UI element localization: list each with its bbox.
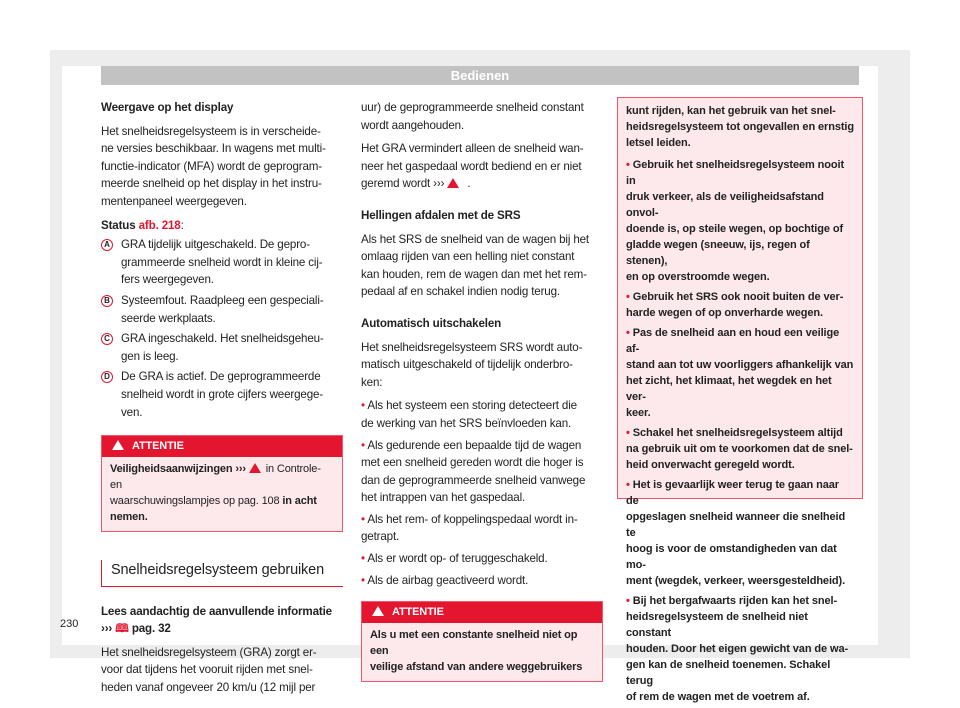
letter-badge: A (101, 239, 113, 251)
warning-icon (372, 606, 384, 616)
page-ref: pag. 32 (131, 622, 171, 636)
item-text: De GRA is actief. De geprogrammeerde snelheid wordt in grote cijfers weergege- ven. (121, 370, 323, 419)
letter-badge: B (101, 295, 113, 307)
column-1 (101, 99, 343, 703)
letter-badge: D (101, 371, 113, 383)
bullet-text: Als het systeem een storing detecteert die de werking van het SRS beïnvloeden kan. (361, 399, 577, 430)
status-item-a (101, 236, 343, 289)
item-text: GRA tijdelijk uitgeschakeld. De gepro- grammeerde snelheid wordt in kleine cij- fers weergegeven. (121, 238, 323, 287)
bullet-item: • Bij het bergafwaarts rijden kan het snel- heidsregelsysteem de snelheid niet constant houden. Door het eigen gewicht van de wa- gen kan de snelheid toenemen. Schakel terug of rem de wagen met de voetrem af. (626, 595, 849, 703)
bullet-text: Bij het bergafwaarts rijden kan het snel- heidsregelsysteem de snelheid niet constant houden. Door het eigen gewicht van de wa- gen kan de snelheid toenemen. Schakel terug of rem de wagen met de voetrem af. (626, 595, 849, 703)
warning-box (361, 601, 603, 682)
paragraph-text: Het GRA vermindert alleen de snelheid wan- neer het gaspedaal wordt bediend en er niet geremd wordt ››› (361, 142, 584, 191)
item-text: GRA ingeschakeld. Het snelheidsgeheu- gen is leeg. (121, 332, 324, 363)
column-2 (361, 99, 603, 682)
warning-box (101, 435, 343, 532)
paragraph: Als het SRS de snelheid van de wagen bij het omlaag rijden van een helling niet constant kan houden, rem de wagen dan met het rem- pedaal af en schakel indien nodig terug. (361, 232, 590, 299)
warning-text: kunt rijden, kan het gebruik van het snel- heidsregelsysteem tot ongevallen en ernstig letsel leiden. (626, 105, 854, 149)
status-label: Status (101, 218, 136, 232)
paragraph: Het snelheidsregelsysteem is in verscheide- ne versies beschikbaar. In wagens met multi- functie-indicator (MFA) wordt de geprogram- meerde snelheid op het display in het instru- mentenpaneel weergegeven. (101, 124, 326, 208)
warning-text: Als u met een constante snelheid niet op een veilige afstand van andere weggebruikers (370, 629, 583, 674)
heading-display: Weergave op het display (101, 101, 234, 114)
status-item-c (101, 330, 343, 365)
bullet-item: • Als er wordt op- of teruggeschakeld. (361, 552, 548, 566)
warning-title: ATTENTIE (392, 606, 444, 619)
bullet-text: Pas de snelheid aan en houd een veilige af- stand aan tot uw voorliggers afhankelijk van het zicht, het klimaat, het wegdek en het ver- keer. (626, 327, 854, 419)
paragraph: uur) de geprogrammeerde snelheid constant wordt aangehouden. (361, 101, 584, 132)
bullet-item: • Gebruik het snelheidsregelsysteem nooit in druk verkeer, als de veiligheidsafstand onvol- doende is, op steile wegen, op bochtige of gladde wegen (sneeuw, ijs, regen of stenen), en op overstroomde wegen. (626, 159, 845, 283)
paragraph: Het snelheidsregelsysteem SRS wordt auto- matisch uitgeschakeld of tijdelijk onderbro- ken: (361, 340, 583, 389)
heading-hellingen: Hellingen afdalen met de SRS (361, 208, 521, 222)
letter-badge: C (101, 333, 113, 345)
bullet-item: • Schakel het snelheidsregelsysteem altijd na gebruik uit om te voorkomen dat de snel- heid onverwacht geregeld wordt. (626, 427, 853, 471)
ref-arrows: ››› (101, 622, 116, 636)
status-item-d (101, 368, 343, 421)
warning-icon (447, 178, 459, 188)
bullet-item: • Het is gevaarlijk weer terug te gaan naar de opgeslagen snelheid wanneer die snelheid te hoog is voor de omstandigheden van dat mo- ment (wegdek, verkeer, weersgesteldheid). (626, 479, 846, 587)
status-item-b (101, 292, 343, 327)
bullet-item: • Pas de snelheid aan en houd een veilige af- stand aan tot uw voorliggers afhankelijk van het zicht, het klimaat, het wegdek en het ver- keer. (626, 327, 854, 419)
bullet-text: Schakel het snelheidsregelsysteem altijd na gebruik uit om te voorkomen dat de snel- heid onverwacht geregeld wordt. (626, 427, 853, 471)
bullet-item: • Als het rem- of koppelingspedaal wordt in- getrapt. (361, 512, 578, 544)
page-header: Bedienen (101, 66, 859, 85)
page-number: 230 (60, 618, 79, 630)
warning-link[interactable]: Veiligheidsaanwijzingen ››› (110, 463, 246, 476)
paragraph: Het snelheidsregelsysteem (GRA) zorgt er- voor dat tijdens het vooruit rijden met snel- heden vanaf ongeveer 20 km/u (12 mijl per (101, 645, 317, 695)
read-info-ref[interactable] (101, 620, 343, 638)
bullet-item: • Gebruik het SRS ook nooit buiten de ver- harde wegen of op onverharde wegen. (626, 291, 844, 319)
heading-automatisch: Automatisch uitschakelen (361, 316, 502, 330)
read-info-heading: Lees aandachtig de aanvullende informatie (101, 604, 332, 618)
bullet-item: • Als gedurende een bepaalde tijd de wagen met een snelheid gereden wordt die hoger is dan de geprogrammeerde snelheid vanwege het intrappen van het gaspedaal. (361, 438, 586, 505)
colon: : (180, 218, 184, 232)
warning-text-bold: in acht nemen. (110, 495, 317, 524)
book-icon: 🕮 (115, 622, 129, 636)
warning-text: in Controle- en waarschuwingslampjes op pag. 108 (110, 463, 321, 508)
warning-icon (112, 440, 124, 450)
bullet-text: Als er wordt op- of teruggeschakeld. (367, 552, 548, 566)
bullet-text: Als de airbag geactiveerd wordt. (367, 573, 529, 587)
bullet-text: Als gedurende een bepaalde tijd de wagen met een snelheid gereden wordt die hoger is dan de geprogrammeerde snelheid vanwege het intrappen van het gaspedaal. (361, 438, 586, 505)
figure-link[interactable]: afb. 218 (138, 218, 181, 232)
warning-icon (249, 463, 261, 473)
paragraph: Het GRA vermindert alleen de snelheid wan- neer het gaspedaal wordt bediend en er niet geremd wordt ››› . (361, 142, 584, 191)
warning-continuation-box (617, 97, 863, 703)
bullet-item: • Als het systeem een storing detecteert die de werking van het SRS beïnvloeden kan. (361, 399, 577, 430)
item-text: Systeemfout. Raadpleeg een gespeciali- seerde werkplaats. (121, 293, 324, 325)
bullet-text: Als het rem- of koppelingspedaal wordt in- getrapt. (361, 512, 578, 544)
bullet-text: Gebruik het snelheidsregelsysteem nooit in druk verkeer, als de veiligheidsafstand onvol- doende is, op steile wegen, op bochtige of gladde wegen (sneeuw, ijs, regen of stenen), en op overstroomde wegen. (626, 159, 845, 283)
section-title: Snelheidsregelsysteem gebruiken (101, 560, 343, 587)
bullet-item: • Als de airbag geactiveerd wordt. (361, 573, 529, 587)
bullet-text: Gebruik het SRS ook nooit buiten de ver- harde wegen of op onverharde wegen. (626, 291, 844, 319)
bullet-text: Het is gevaarlijk weer terug te gaan naar de opgeslagen snelheid wanneer die snelheid te hoog is voor de omstandigheden van dat mo- ment (wegdek, verkeer, weersgesteldheid). (626, 479, 846, 587)
warning-title: ATTENTIE (132, 440, 184, 453)
